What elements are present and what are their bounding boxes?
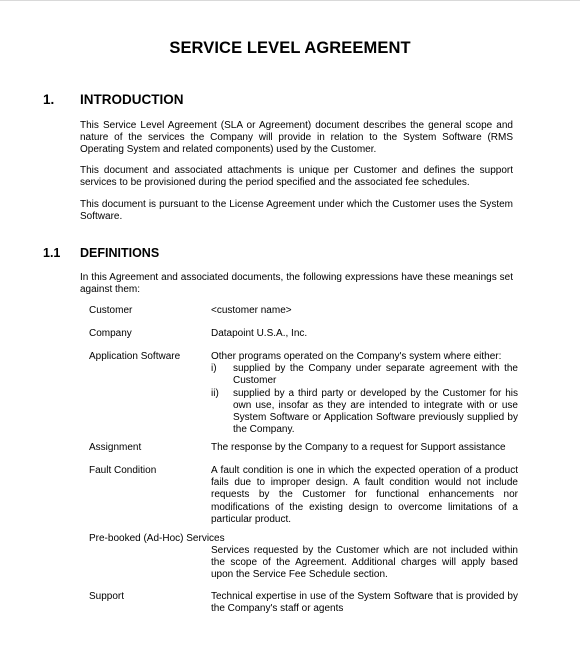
sub-item-ii: [211, 388, 518, 437]
definitions-intro: In this Agreement and associated documents, the following expressions have these meanings set against them:: [80, 272, 513, 296]
definition-term-prebooked: Pre-booked (Ad-Hoc) Services: [89, 533, 225, 544]
definition-text-company: Datapoint U.S.A., Inc.: [211, 328, 308, 339]
definition-text-prebooked: Services requested by the Customer which are not included within the scope of the Agreement. Additional charges will apply based upon the Service Fee Schedule section.: [211, 545, 518, 581]
sub-item-ii-text: supplied by a third party or developed by the Customer for his own use, insofar as they are intended to integrate with or use System Software or Application Software previously supplied by the Company.: [233, 387, 518, 436]
intro-paragraph-1: This Service Level Agreement (SLA or Agreement) document describes the general scope and nature of the services the Company will provide in relation to the System Software (RMS Operating System and related components) used by the Customer.: [80, 120, 513, 156]
definition-text-application-software: Other programs operated on the Company's system where either:: [211, 351, 502, 362]
definition-text-customer: <customer name>: [211, 305, 292, 316]
definition-term-company: Company: [89, 328, 132, 339]
definition-term-customer: Customer: [89, 305, 133, 316]
intro-paragraph-3: This document is pursuant to the License Agreement under which the Customer uses the System Software.: [80, 199, 513, 223]
sub-item-i-marker: i): [211, 363, 217, 375]
sub-item-i: [211, 363, 518, 387]
section-1-heading: INTRODUCTION: [80, 92, 184, 107]
section-1-1-number: 1.1: [43, 246, 61, 260]
definition-text-fault-condition: A fault condition is one in which the expected operation of a product fails due to improper design. A fault condition would not include requests by the Customer for functional enhancements nor modifications of the existing design to overcome limitations of a particular product.: [211, 465, 518, 525]
section-1-1-heading: DEFINITIONS: [80, 246, 160, 260]
definition-term-support: Support: [89, 591, 125, 602]
definition-term-fault-condition: Fault Condition: [89, 465, 157, 476]
sub-item-i-text: supplied by the Company under separate agreement with the Customer: [233, 363, 518, 387]
definition-term-assignment: Assignment: [89, 442, 142, 453]
section-1-number: 1.: [43, 92, 55, 107]
document-title: SERVICE LEVEL AGREEMENT: [169, 39, 411, 57]
sub-item-ii-marker: ii): [211, 387, 219, 399]
definition-application-software: [211, 351, 518, 436]
intro-paragraph-2: This document and associated attachments is unique per Customer and defines the support services to be provisioned during the period specified and the associated fee schedules.: [80, 165, 513, 189]
definition-text-assignment: The response by the Company to a request for Support assistance: [211, 442, 506, 453]
definition-text-support: Technical expertise in use of the System Software that is provided by the Company's staff or agents: [211, 591, 518, 615]
definition-term-application-software: Application Software: [89, 351, 181, 362]
